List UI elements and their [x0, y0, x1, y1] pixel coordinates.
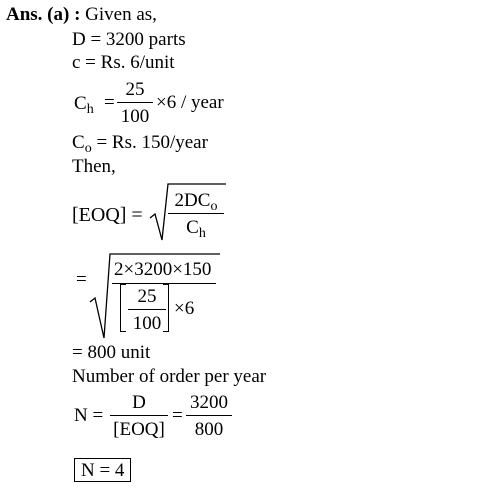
answer-label: Ans. (a) :: [6, 4, 81, 25]
inner-fraction: 25 100: [128, 287, 166, 333]
eoq-numerator: $2DC_o$: [174, 190, 218, 214]
holding-cost-equals: =: [104, 92, 115, 113]
orders-fraction-2: 3200 800: [186, 393, 232, 439]
given-demand: D = 3200 parts: [72, 29, 186, 50]
orders-equals: =: [172, 405, 183, 426]
times-six: ×6: [174, 298, 195, 319]
ordering-cost: $C_o = Rs$. 150/year: [72, 132, 208, 156]
intro-text: Given as,: [85, 4, 157, 25]
fraction-bar: [117, 102, 153, 103]
orders-fraction-1: D [EOQ]: [110, 393, 168, 439]
eoq-denominator: $C_h$: [186, 217, 206, 241]
substitution-numerator: 2×3200×150: [114, 259, 212, 280]
eoq-formula-fraction: [168, 190, 224, 241]
then-text: Then,: [72, 156, 116, 177]
holding-cost-fraction: [117, 80, 153, 126]
orders-label: Number of order per year: [72, 366, 267, 387]
answer-heading: [6, 5, 157, 24]
given-unit-cost: c = Rs. 6/unit: [72, 52, 175, 73]
bracket-right: [168, 284, 169, 332]
fraction-denominator: 100: [120, 106, 150, 127]
holding-cost-tail: ×6 / year: [156, 92, 224, 113]
bracket-left-bottom: [120, 331, 126, 332]
eoq-result: = 800 unit: [72, 342, 151, 363]
substitution-equals: =: [76, 269, 87, 290]
bracket-right-top: [163, 284, 169, 285]
orders-lhs: N =: [74, 405, 104, 426]
final-answer-box: N = 4: [74, 458, 131, 482]
bracket-left-top: [120, 284, 126, 285]
eoq-lhs: [EOQ] =: [72, 204, 143, 226]
holding-cost-lhs: $C_h$: [74, 93, 94, 117]
fraction-numerator: 25: [125, 79, 145, 100]
bracket-right-bottom: [163, 331, 169, 332]
